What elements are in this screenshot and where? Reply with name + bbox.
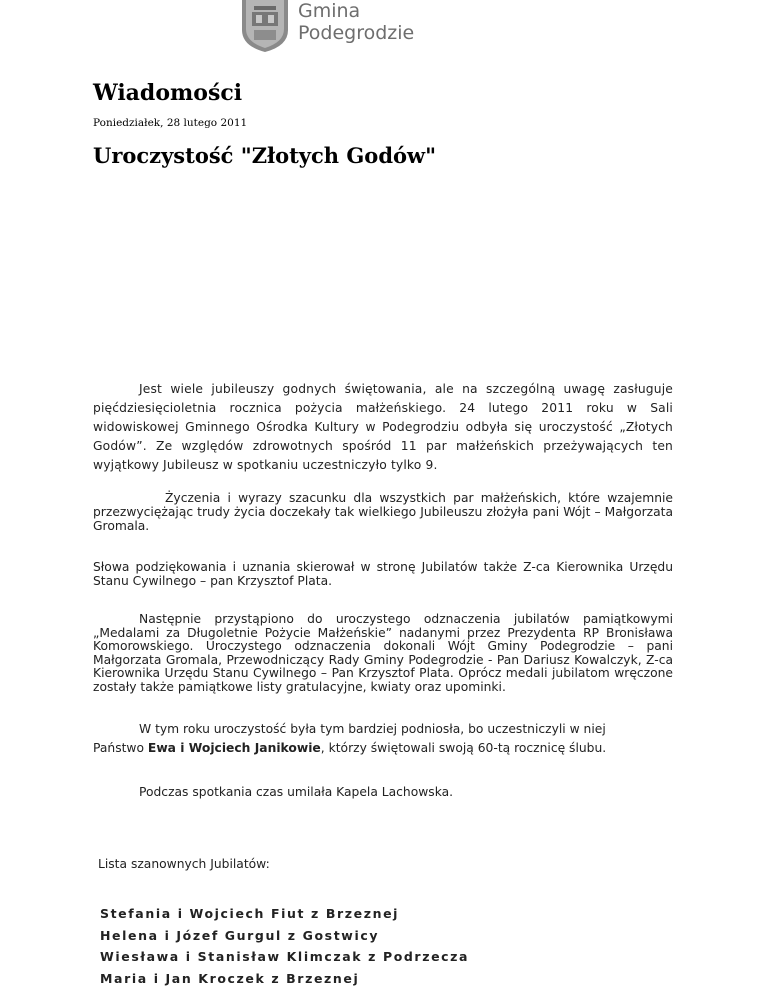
paragraph-janikowie-rest: , którzy świętowali swoją 60-tą rocznicę ślubu. [320,741,607,755]
list-item: Helena i Józef Gurgul z Gostwicy [100,927,380,943]
article-title: Uroczystość "Złotych Godów" [93,143,437,168]
logo-line-gmina: Gmina [298,0,361,22]
paragraph-thanks: Słowa podziękowania i uznania skierował w stronę Jubilatów także Z-ca Kierownika Urzędu Stanu Cywilnego – pan Krzysztof Plata. [93,560,673,588]
section-title: Wiadomości [93,80,243,106]
list-item: Wiesława i Stanisław Klimczak z Podrzecza [100,949,470,964]
article-date: Poniedziałek, 28 lutego 2011 [93,117,248,129]
paragraph-janikowie [93,720,673,758]
paragraph-janikowie-prefix: Państwo [93,741,148,755]
list-item: Maria i Jan Kroczek z Brzeznej [100,970,360,986]
list-heading: Lista szanownych Jubilatów: [98,857,270,871]
jubilaci-list [100,903,469,989]
list-item: Stefania i Wojciech Fiut z Brzeznej [100,906,400,921]
paragraph-wishes: Życzenia i wyrazy szacunku dla wszystkich par małżeńskich, które wzajemnie przezwyciężając trudy życia doczekały tak wielkiego Jubileuszu złożyła pani Wójt – Małgorzata Gromala. [93,491,673,533]
paragraph-medals: Następnie przystąpiono do uroczystego odznaczenia jubilatów pamiątkowymi „Medalami za Długoletnie Pożycie Małżeńskie” nadanymi przez Prezydenta RP Bronisława Komorowskiego. Uroczystego odznaczenia dokonali Wójt Gminy Podegrodzie – pani Małgorzata Gromala, Przewodniczący Rady Gminy Podegrodzie - Pan Dariusz Kowalczyk, Z-ca Kierownika Urzędu Stanu Cywilnego – Pan Krzysztof Plata. Oprócz medali jubilatom wręczone zostały także pamiątkowe listy gratulacyjne, kwiaty oraz upominki. [93,612,673,694]
logo-line-podegrodzie: Podegrodzie [298,22,415,44]
paragraph-janikowie-first: W tym roku uroczystość była tym bardziej podniosła, bo uczestniczyli w niej [139,722,606,736]
site-header [0,0,768,62]
coat-of-arms-icon [240,0,290,52]
site-logo-text[interactable] [298,0,414,44]
highlighted-names: Ewa i Wojciech Janikowie [147,741,321,755]
paragraph-band: Podczas spotkania czas umilała Kapela Lachowska. [139,785,454,799]
paragraph-intro: Jest wiele jubileuszy godnych świętowania, ale na szczególną uwagę zasługuje pięćdziesięcioletnia rocznica pożycia małżeńskiego. 24 lutego 2011 roku w Sali widowiskowej Gminnego Ośrodka Kultury w Podegrodziu odbyła się uroczystość „Złotych Godów”. Ze względów zdrowotnych spośród 11 par małżeńskich przeżywających ten wyjątkowy Jubileusz w spotkaniu uczestniczyło tylko 9. [93,382,673,472]
